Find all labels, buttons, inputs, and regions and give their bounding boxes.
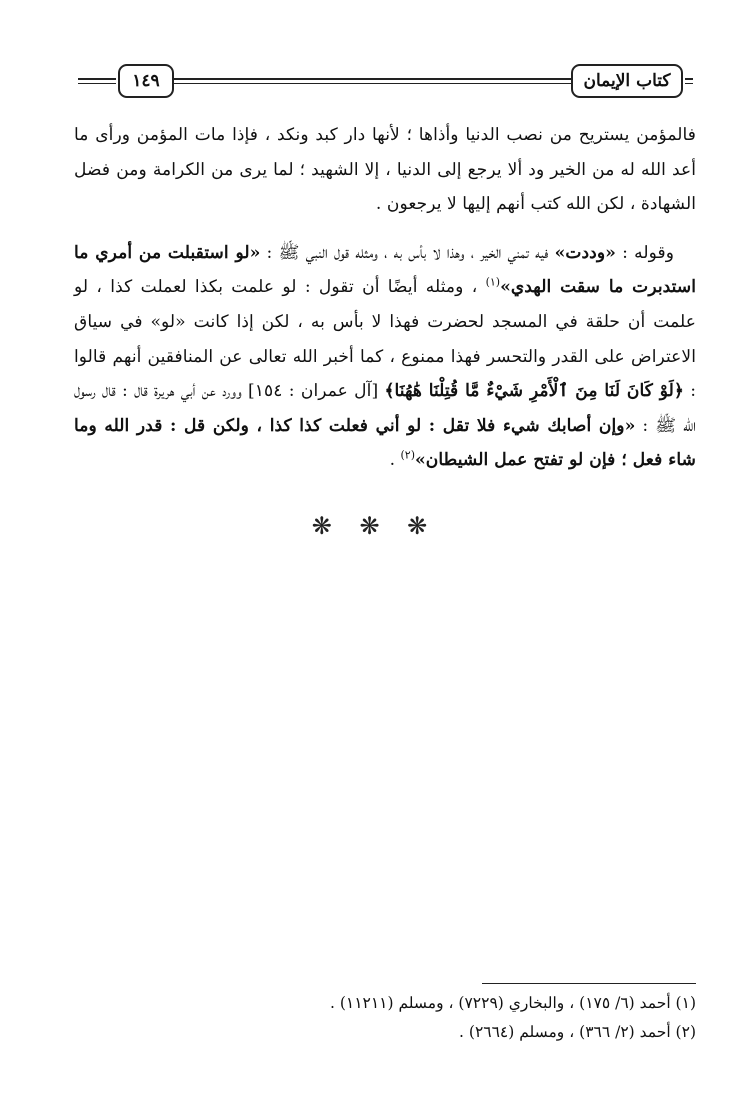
footnote-divider — [482, 983, 696, 984]
header-rule-middle — [174, 78, 578, 84]
text-span: وقوله : — [615, 242, 674, 263]
header-rule-right — [685, 78, 693, 84]
main-text — [74, 118, 696, 478]
quran-verse: ﴿لَوْ كَانَ لَنَا مِنَ ٱلْأَمْرِ شَيْءٌ مَّا قُتِلْنَا هَٰهُنَا﴾ — [384, 381, 684, 402]
text-span: فيه تمني الخير ، وهذا لا بأس به ، ومثله قول النبي ﷺ : — [260, 242, 555, 263]
chapter-title: كتاب الإيمان — [571, 64, 683, 98]
footnote-ref-2: (٢) — [400, 448, 416, 462]
header-rule-left — [78, 78, 116, 84]
quoted-word: «وددت» — [554, 242, 616, 263]
footnotes — [280, 989, 696, 1047]
text-span: ، ومثله أيضًا أن تقول : لو علمت بكذا لعملت كذا ، لو علمت أن حلقة في المسجد لحضرت فهذا لا بأس به ، لكن إذا كانت «لو» في سياق الاعتراض على القدر والتحسر فهذا ممنوع ، كما أخبر الله تعالى عن المنافقين أنهم قالوا : — [74, 277, 697, 402]
hadith-quote: «لو استقبلت من أمري ما استدبرت ما سقت الهدي» — [74, 242, 696, 298]
footnote-1: (١) أحمد (٦/ ١٧٥) ، والبخاري (٧٢٢٩) ، ومسلم (١١٢١١) . — [329, 994, 696, 1012]
footnote-ref-1: (١) — [485, 275, 501, 289]
page-header — [78, 62, 693, 102]
section-separator: ❋ ❋ ❋ — [311, 512, 438, 540]
paragraph-2 — [74, 236, 696, 478]
hadith-quote: «وإن أصابك شيء فلا تقل : لو أني فعلت كذا كذا ، ولكن قل : قدر الله وما شاء فعل ؛ فإن لو تفتح عمل الشيطان» — [74, 415, 696, 471]
page-number: ١٤٩ — [118, 64, 174, 98]
footnote-2: (٢) أحمد (٢/ ٣٦٦) ، ومسلم (٢٦٦٤) . — [459, 1023, 696, 1041]
text-span: . — [389, 450, 401, 471]
paragraph-1: فالمؤمن يستريح من نصب الدنيا وأذاها ؛ لأنها دار كبد ونكد ، فإذا مات المؤمن ورأى ما أعد الله له من الخير ود ألا يرجع إلى الدنيا ، إلا الشهيد ؛ لما يرى من الكرامة ومن فضل الشهادة ، لكن الله كتب أنهم إليها لا يرجعون . — [74, 125, 696, 215]
text-span: [آل عمران : ١٥٤] وورد عن أبي هريرة قال : قال رسول الله ﷺ : — [74, 381, 696, 436]
